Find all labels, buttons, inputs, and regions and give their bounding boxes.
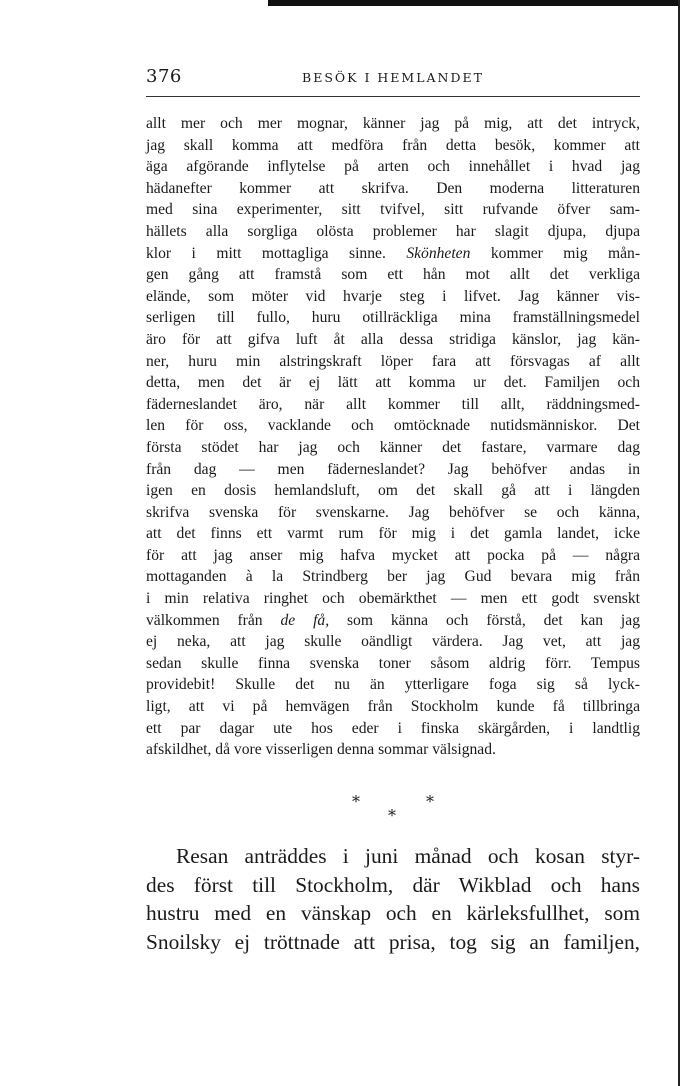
- text-line: elände, som möter vid hvarje steg i lifvet. Jag känner vis-: [146, 287, 640, 305]
- text-line: [146, 610, 640, 632]
- asterisk: *: [426, 792, 434, 811]
- text-line: äga afgörande inflytelse på arten och innehållet i hvad jag: [146, 158, 640, 176]
- text-line: jag skall komma att medföra från detta besök, kommer att: [146, 136, 640, 154]
- text-line: sedan skulle finna svenska toner såsom aldrig förr. Tempus: [146, 654, 640, 672]
- text-line: hädanefter kommer att skrifva. Den moderna litteraturen: [146, 179, 640, 197]
- text-line: ner, huru min alstringskraft löper fara att försvagas af allt: [146, 352, 640, 370]
- italic-word: Skönheten: [406, 244, 471, 262]
- text-line: des först till Stockholm, där Wikblad och hans: [146, 872, 640, 897]
- text-line: hällets alla sorgliga olösta problemer har slagit djupa, djupa: [146, 222, 640, 240]
- body-paragraph: [146, 113, 640, 761]
- top-edge-rule: [268, 0, 680, 6]
- text-segment: kommer mig mån-: [490, 244, 641, 262]
- text-line: att det finns ett varmt rum för mig i det gamla landet, icke: [146, 525, 640, 543]
- text-line: skrifva svenska för svenskarne. Jag behöfver se och känna,: [146, 503, 640, 521]
- italic-word: de få,: [280, 611, 330, 629]
- text-line: första stödet har jag och känner det fastare, varmare dag: [146, 438, 640, 456]
- text-line: med sina experimenter, sitt tvifvel, sitt rufvande öfver sam-: [146, 201, 640, 219]
- text-line: ej neka, att jag skulle oändligt värdera. Jag vet, att jag: [146, 633, 640, 651]
- text-line: afskildhet, då vore visserligen denna sommar välsignad.: [146, 741, 496, 759]
- text-line: fäderneslandet äro, när allt kommer till allt, räddningsmed-: [146, 395, 640, 413]
- text-line: mottaganden à la Strindberg ber jag Gud bevara mig från: [146, 568, 640, 586]
- section-asterism: [146, 792, 640, 832]
- text-line: ett par dagar ute hos eder i finska skärgården, i landtlig: [146, 719, 640, 737]
- text-line: [146, 243, 640, 265]
- running-head: BESÖK I HEMLANDET: [302, 70, 484, 85]
- text-line: Snoilsky ej tröttnade att prisa, tog sig an familjen,: [146, 929, 640, 954]
- text-line: serligen till fullo, huru otillräckliga mina framställningsmedel: [146, 309, 640, 327]
- page-number: 376: [146, 66, 182, 87]
- page-header: [146, 66, 640, 92]
- text-line: för att jag anser mig hafva mycket att pocka på — några: [146, 546, 640, 564]
- header-rule: [146, 96, 640, 97]
- text-line: allt mer och mer mognar, känner jag på mig, att det intryck,: [146, 115, 640, 132]
- text-line: hustru med en vänskap och en kärleksfullhet, som: [146, 901, 640, 926]
- asterisk: *: [352, 792, 360, 811]
- text-line: gen gång att framstå som ett hån mot allt det verkliga: [146, 266, 640, 284]
- text-line: providebit! Skulle det nu än ytterligare foga sig så lyck-: [146, 676, 640, 694]
- text-line: i min relativa ringhet och obemärkthet — men ett godt svenskt: [146, 590, 640, 608]
- narrative-paragraph: [146, 842, 640, 956]
- text-segment: klor i mitt mottagliga sinne.: [146, 244, 386, 262]
- text-line: len för oss, vacklande och omtöcknade nutidsmänniskor. Det: [146, 417, 640, 435]
- asterisk: *: [388, 806, 396, 825]
- text-line: igen en dosis hemlandsluft, om det skall gå att i längden: [146, 482, 640, 500]
- text-segment: som känna och förstå, det kan jag: [346, 611, 640, 629]
- text-line: detta, men det är ej lätt att komma ur det. Familjen och: [146, 374, 640, 392]
- text-line: Resan anträddes i juni månad och kosan styr-: [176, 844, 640, 868]
- text-line: äro för att gifva luft åt alla dessa stridiga känslor, jag kän-: [146, 330, 640, 348]
- text-segment: välkommen från: [146, 611, 263, 629]
- text-line: från dag — men fäderneslandet? Jag behöfver andas in: [146, 460, 640, 478]
- text-line: ligt, att vi på hemvägen från Stockholm kunde få tillbringa: [146, 698, 640, 716]
